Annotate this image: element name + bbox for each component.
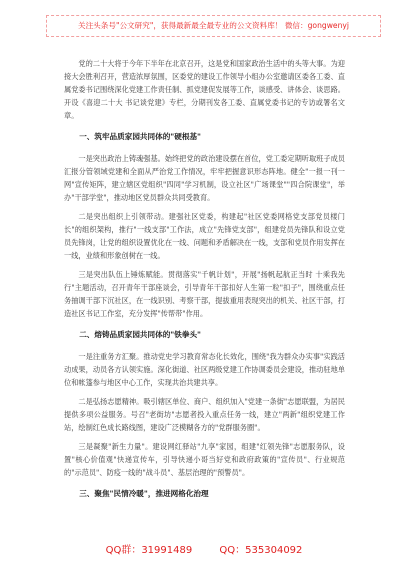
footer-qq: QQ：535304092 xyxy=(219,545,303,556)
section-2-paragraph-3: 三是凝聚"新生力量"。建设网红驿站"九享"家园，组建"红领先锋"志愿服务队，设置"核心价值观"快递宣传车，引导快递小哥当好党和政府政策的"宣传员"、行业规范的"示范员"、防疫一线的"战斗员"、基层治理的"预警员"。 xyxy=(64,442,345,477)
section-1-paragraph-1: 一是突出政治上铸魂强基。始终把党的政治建设摆在首位，党工委定期听取班子成员汇报分管领域党建和全面从严治党工作情况，牢牢把握意识形态阵地。健全"一报一刊一网"宣传矩阵，建立辖区党组织"四同"学习机制，设立社区"广场课堂""四合院课堂"，举办"干部学堂"，推动地区党员群众共同受教育。 xyxy=(64,154,345,202)
footer-contact xyxy=(0,541,408,556)
intro-paragraph: 党的二十大将于今年下半年在北京召开，这是党和国家政治生活中的头等大事。为迎接大会胜利召开，营造浓厚氛围，区委党的建设工作领导小组办公室邀请区委各工委、直属党委书记围绕深化党建工作责任制、抓党建促发展等工作，谈感受、讲体会、谈思路。开设《喜迎二十大 书记谈党建》专栏，分期刊发各工委、直属党委书记的专访或署名文章。 xyxy=(64,59,345,120)
promo-banner: 关注头条号"公文研究"，获得最新最全最专业的公文资料库！ 微信：gongwenyj xyxy=(46,15,381,37)
article-body xyxy=(64,57,345,509)
section-heading-1: 一、筑牢品质家园共同体的"硬根基" xyxy=(79,132,202,141)
section-heading-2: 二、熔铸品质家园共同体的"铁拳头" xyxy=(79,330,202,339)
section-1-paragraph-2: 二是突出组织上引领带动。建强社区党委，构建起"社区党委网格党支部党员楼门长"的组织架构，推行"一线支部"工作法，成立"先锋党支部"，组建党员先锋队和设立党员先锋岗，让党的组织设置优化在一线、问题和矛盾解决在一线，支部和党员作用发挥在一线，业绩和形象创树在一线。 xyxy=(64,212,345,260)
footer-qq-group: QQ群：31991489 xyxy=(105,545,193,556)
section-heading-3: 三、聚焦"民情冷暖"，推进网格化治理 xyxy=(79,489,209,498)
section-1-paragraph-3: 三是突出队伍上锤炼赋能。贯彻落实"千帆计划"，开展"扬帆起航正当时 十乘我先行"主题活动，召开青年干部座谈会，引导青年干部扣好人生第一粒"扣子"，围绕重点任务抽调干部下沉社区，在一线识别、考察干部，提拔重用表现突出的机关、社区干部，打造社区书记工作室，充分发挥"传帮带"作用。 xyxy=(64,270,345,318)
section-2-paragraph-2: 二是弘扬志愿精神。吸引辖区单位、商户、组织加入"党建一条街"志愿联盟，为居民提供多项公益服务。号召"老街坊"志愿者投入重点任务一线，建立"两新"组织党建工作站，绘制红色成长路线图，建设广泛模糊各方的"党群服务圈"。 xyxy=(64,397,345,432)
section-2-paragraph-1: 一是注重务方汇聚。推动党史学习教育常态化长效化，围绕"我为群众办实事"实践活动成果，动员各方认领实施。深化街道、社区两级党建工作协调委员会建设，推动驻地单位和帐篷参与地区中心工作，实现共治共建共享。 xyxy=(64,352,345,387)
